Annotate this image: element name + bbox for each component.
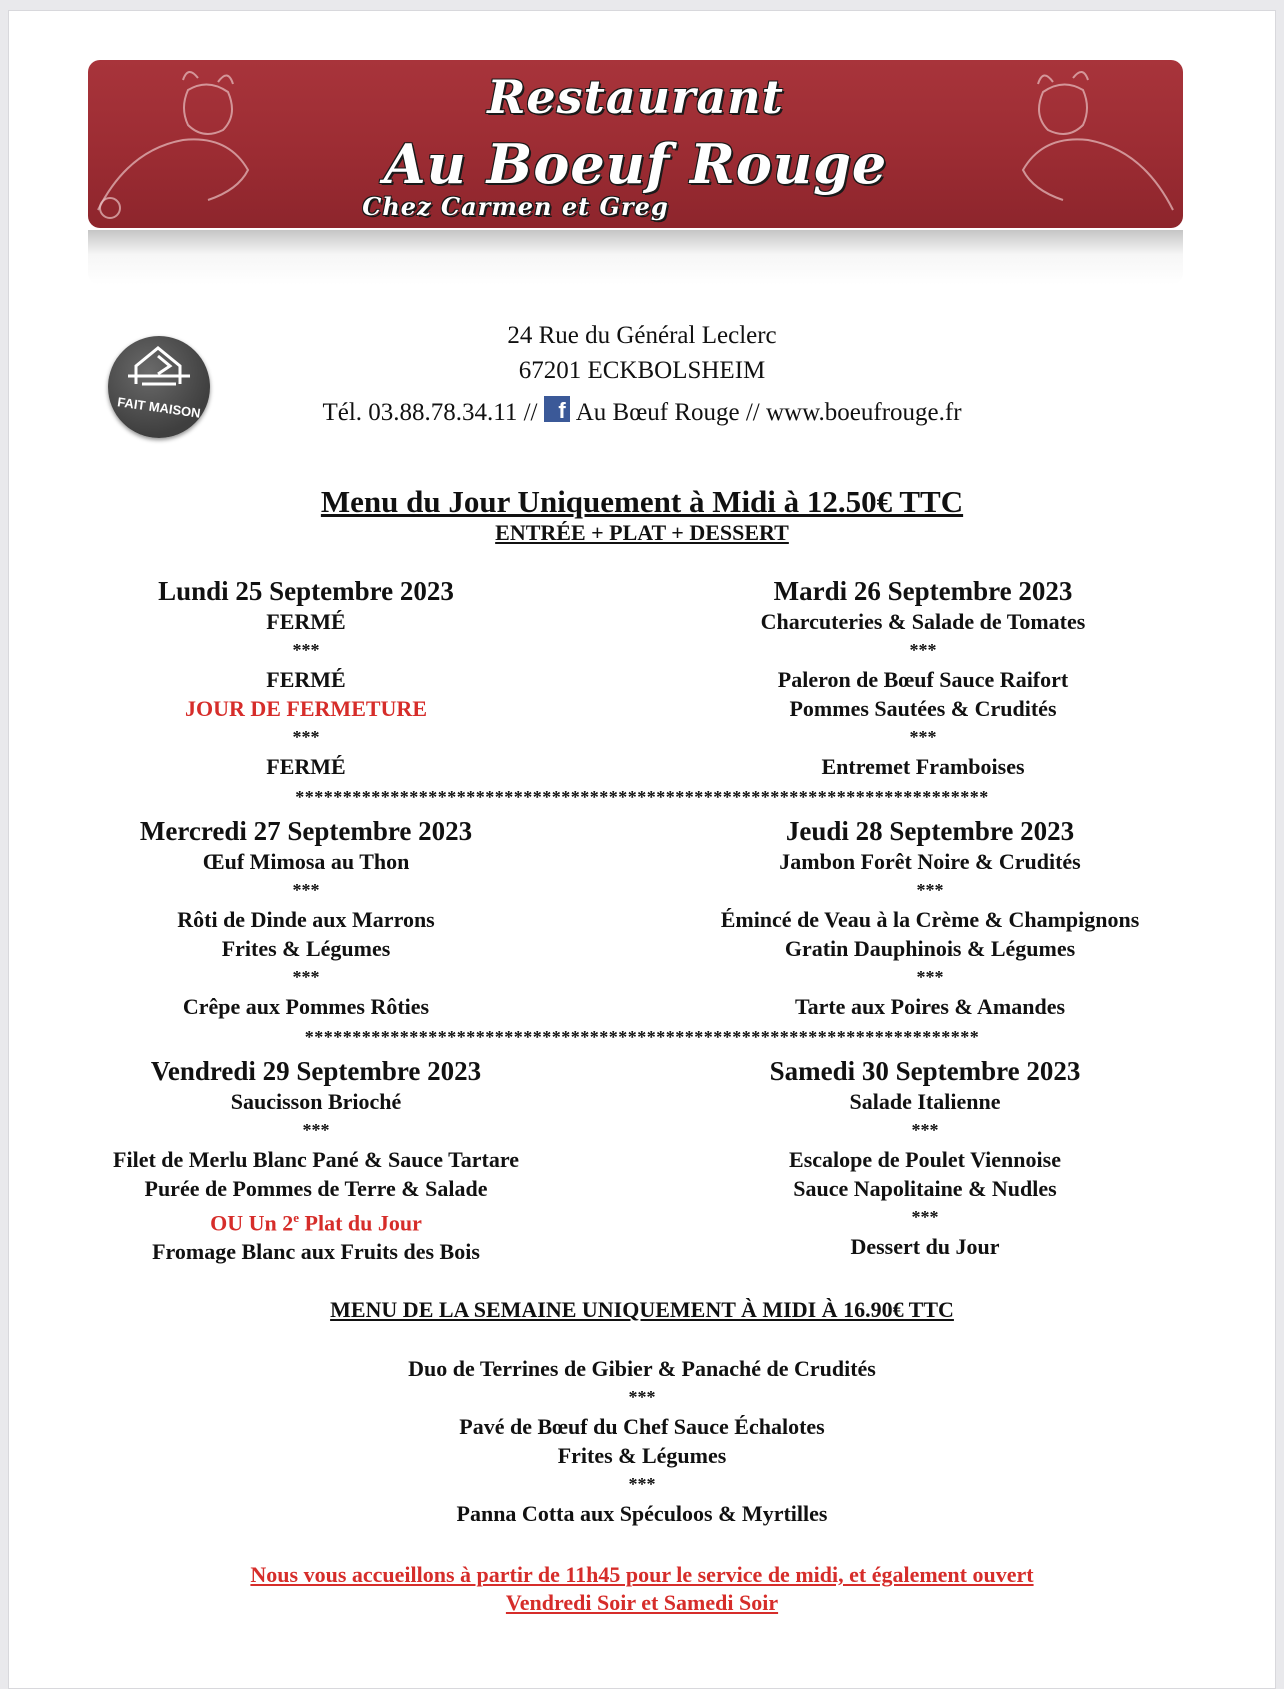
day-date: Lundi 25 Septembre 2023 — [158, 576, 454, 606]
day-entree: Jambon Forêt Noire & Crudités — [779, 849, 1081, 874]
separator: *** — [292, 967, 320, 987]
banner-line-2: Au Boeuf Rouge — [383, 132, 888, 196]
day-dessert: FERMÉ — [266, 754, 346, 779]
day-accompagnement: Purée de Pommes de Terre & Salade — [144, 1176, 488, 1201]
separator: *** — [916, 880, 944, 900]
day-entree: Saucisson Brioché — [230, 1089, 402, 1114]
day-samedi — [700, 1056, 1150, 1261]
semaine-entree: Duo de Terrines de Gibier & Panaché de Crudités — [408, 1356, 876, 1381]
day-plat: FERMÉ — [266, 667, 346, 692]
day-dessert: Tarte aux Poires & Amandes — [794, 994, 1066, 1019]
day-dessert: Entremet Framboises — [821, 754, 1025, 779]
day-accompagnement: Frites & Légumes — [221, 936, 391, 961]
day-dessert: Fromage Blanc aux Fruits des Bois — [152, 1239, 480, 1265]
banner-reflection — [88, 230, 1183, 285]
facebook-and-website[interactable]: Au Bœuf Rouge // www.boeufrouge.fr — [575, 399, 962, 426]
facebook-icon[interactable]: f — [544, 396, 570, 422]
day-date: Jeudi 28 Septembre 2023 — [785, 816, 1075, 846]
day-date: Mardi 26 Septembre 2023 — [773, 576, 1073, 606]
day-lundi — [106, 576, 506, 781]
separator: *** — [302, 1120, 330, 1140]
restaurant-banner — [88, 60, 1183, 228]
separator: *** — [916, 967, 944, 987]
separator: *** — [628, 1387, 656, 1407]
day-alternative: OU Un 2e Plat du Jour — [210, 1210, 422, 1236]
row-divider: ************************************************************************* — [295, 787, 989, 807]
banner-line-1: Restaurant — [487, 70, 784, 124]
separator: *** — [628, 1474, 656, 1494]
menu-du-jour-subtitle: ENTRÉE + PLAT + DESSERT — [495, 520, 789, 545]
row-divider: *********************************************************************** — [304, 1027, 980, 1047]
day-plat: Paleron de Bœuf Sauce Raifort — [777, 667, 1069, 692]
menu-semaine-title: MENU DE LA SEMAINE UNIQUEMENT À MIDI À 16.90€ TTC — [330, 1297, 954, 1322]
footer-line-2: Vendredi Soir et Samedi Soir — [505, 1590, 779, 1615]
day-accompagnement: Pommes Sautées & Crudités — [789, 696, 1057, 721]
phone-number: Tél. 03.88.78.34.11 // — [322, 399, 538, 426]
day-dessert: Crêpe aux Pommes Rôties — [182, 994, 430, 1019]
day-dessert: Dessert du Jour — [850, 1234, 1000, 1259]
day-date: Mercredi 27 Septembre 2023 — [139, 816, 473, 846]
day-accompagnement: Sauce Napolitaine & Nudles — [793, 1176, 1057, 1201]
banner-line-3: Chez Carmen et Greg — [362, 192, 669, 221]
address-city: 67201 ECKBOLSHEIM — [518, 357, 766, 384]
contact-line — [0, 396, 1284, 427]
footer-line-1: Nous vous accueillons à partir de 11h45 pour le service de midi, et également ouvert — [250, 1562, 1034, 1587]
day-plat: Escalope de Poulet Viennoise — [789, 1147, 1061, 1172]
day-entree: Charcuteries & Salade de Tomates — [760, 609, 1086, 634]
day-jeudi — [670, 816, 1190, 1021]
day-entree: Salade Italienne — [849, 1089, 1001, 1114]
separator: *** — [911, 1207, 939, 1227]
day-plat: Filet de Merlu Blanc Pané & Sauce Tartare — [113, 1147, 519, 1172]
badge-label: FAIT MAISON — [116, 394, 202, 421]
day-entree: Œuf Mimosa au Thon — [202, 849, 410, 874]
semaine-accompagnement: Frites & Légumes — [557, 1443, 727, 1468]
day-entree: FERMÉ — [266, 609, 346, 634]
separator: *** — [909, 640, 937, 660]
menu-du-jour-title: Menu du Jour Uniquement à Midi à 12.50€ TTC — [320, 484, 964, 519]
semaine-dessert: Panna Cotta aux Spéculoos & Myrtilles — [456, 1501, 828, 1526]
day-date: Samedi 30 Septembre 2023 — [769, 1056, 1081, 1086]
separator: *** — [909, 727, 937, 747]
semaine-plat: Pavé de Bœuf du Chef Sauce Échalotes — [459, 1414, 825, 1439]
day-accompagnement: Gratin Dauphinois & Légumes — [784, 936, 1076, 961]
day-plat: Rôti de Dinde aux Marrons — [177, 907, 435, 932]
separator: *** — [292, 640, 320, 660]
day-mardi — [688, 576, 1158, 781]
day-date: Vendredi 29 Septembre 2023 — [150, 1056, 482, 1086]
day-vendredi — [66, 1056, 566, 1266]
separator: *** — [292, 880, 320, 900]
separator: *** — [292, 727, 320, 747]
day-mercredi — [96, 816, 516, 1021]
day-note: JOUR DE FERMETURE — [184, 696, 427, 721]
day-plat: Émincé de Veau à la Crème & Champignons — [720, 907, 1140, 932]
separator: *** — [911, 1120, 939, 1140]
address-street: 24 Rue du Général Leclerc — [507, 322, 777, 349]
